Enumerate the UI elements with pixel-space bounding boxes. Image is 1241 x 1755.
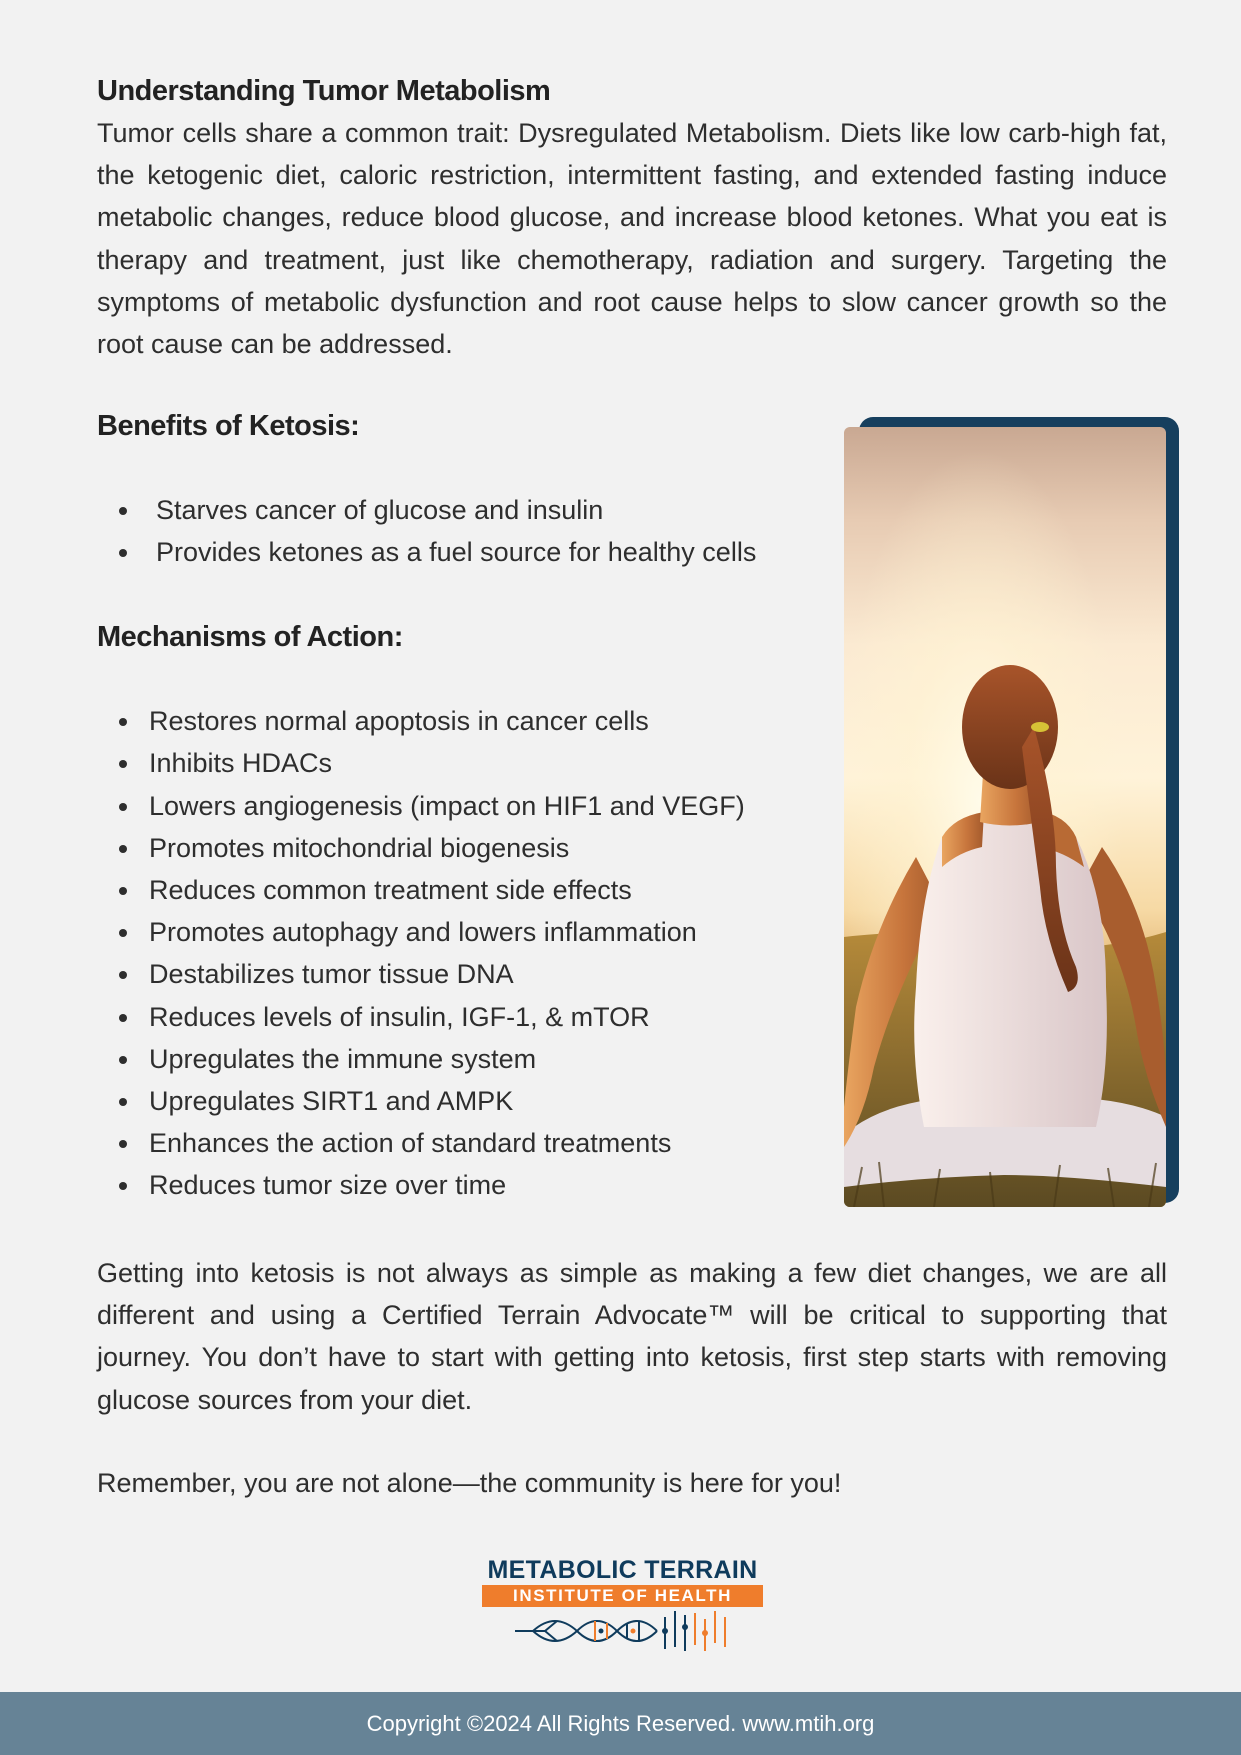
list-item: Promotes mitochondrial biogenesis [119, 827, 745, 869]
intro-paragraph: Tumor cells share a common trait: Dysregulated Metabolism. Diets like low carb-high fat, the ketogenic diet, caloric restriction, intermittent fasting, and extended fasting induce metabolic changes, reduce blood glucose, and increase blood ketones. What you eat is therapy and treatment, just like chemotherapy, radiation and surgery. Targeting the symptoms of metabolic dysfunction and root cause helps to slow cancer growth so the root cause can be addressed. [97, 118, 1167, 360]
list-item: Promotes autophagy and lowers inflammation [119, 911, 745, 953]
list-item: Reduces tumor size over time [119, 1164, 745, 1206]
bullet-icon [119, 803, 127, 811]
bullet-icon [119, 1182, 127, 1190]
intro-heading: Understanding Tumor Metabolism [97, 75, 551, 107]
list-item: Destabilizes tumor tissue DNA [119, 953, 745, 995]
bullet-icon [119, 845, 127, 853]
bullet-icon [119, 718, 127, 726]
dna-leaf-icon [515, 1609, 730, 1653]
bullet-icon [119, 887, 127, 895]
bullet-icon [119, 1098, 127, 1106]
list-item: Enhances the action of standard treatments [119, 1122, 745, 1164]
bullet-icon [119, 760, 127, 768]
list-item: Inhibits HDACs [119, 742, 745, 784]
list-item: Lowers angiogenesis (impact on HIF1 and VEGF) [119, 785, 745, 827]
list-item: Starves cancer of glucose and insulin [119, 489, 756, 531]
list-item: Provides ketones as a fuel source for healthy cells [119, 531, 756, 573]
copyright-text: Copyright ©2024 All Rights Reserved. www.mtih.org [366, 1711, 875, 1736]
footer [0, 1692, 1241, 1755]
list-item: Upregulates the immune system [119, 1038, 745, 1080]
closing-paragraph: Getting into ketosis is not always as simple as making a few diet changes, we are all different and using a Certified Terrain Advocate™ will be critical to supporting that journey. You don’t have to start with getting into ketosis, first step starts with removing glucose sources from your diet. [97, 1258, 1167, 1415]
benefits-heading: Benefits of Ketosis: [97, 410, 360, 443]
bullet-icon [119, 929, 127, 937]
bullet-icon [119, 549, 127, 557]
bullet-icon [119, 1056, 127, 1064]
bullet-icon [119, 1014, 127, 1022]
mechanisms-heading: Mechanisms of Action: [97, 621, 403, 654]
list-item: Upregulates SIRT1 and AMPK [119, 1080, 745, 1122]
bullet-icon [119, 1140, 127, 1148]
meditating-woman-photo [844, 427, 1166, 1207]
bullet-icon [119, 507, 127, 515]
list-item: Reduces levels of insulin, IGF-1, & mTOR [119, 996, 745, 1038]
list-item: Reduces common treatment side effects [119, 869, 745, 911]
logo [480, 1555, 765, 1655]
logo-subtitle: INSTITUTE OF HEALTH [482, 1585, 763, 1607]
list-item: Restores normal apoptosis in cancer cells [119, 700, 745, 742]
remember-line: Remember, you are not alone—the community is here for you! [97, 1468, 842, 1498]
benefits-list [119, 489, 756, 573]
meditation-image-icon [844, 427, 1166, 1207]
bullet-icon [119, 971, 127, 979]
logo-title: METABOLIC TERRAIN [487, 1556, 758, 1584]
mechanisms-list [119, 700, 745, 1206]
